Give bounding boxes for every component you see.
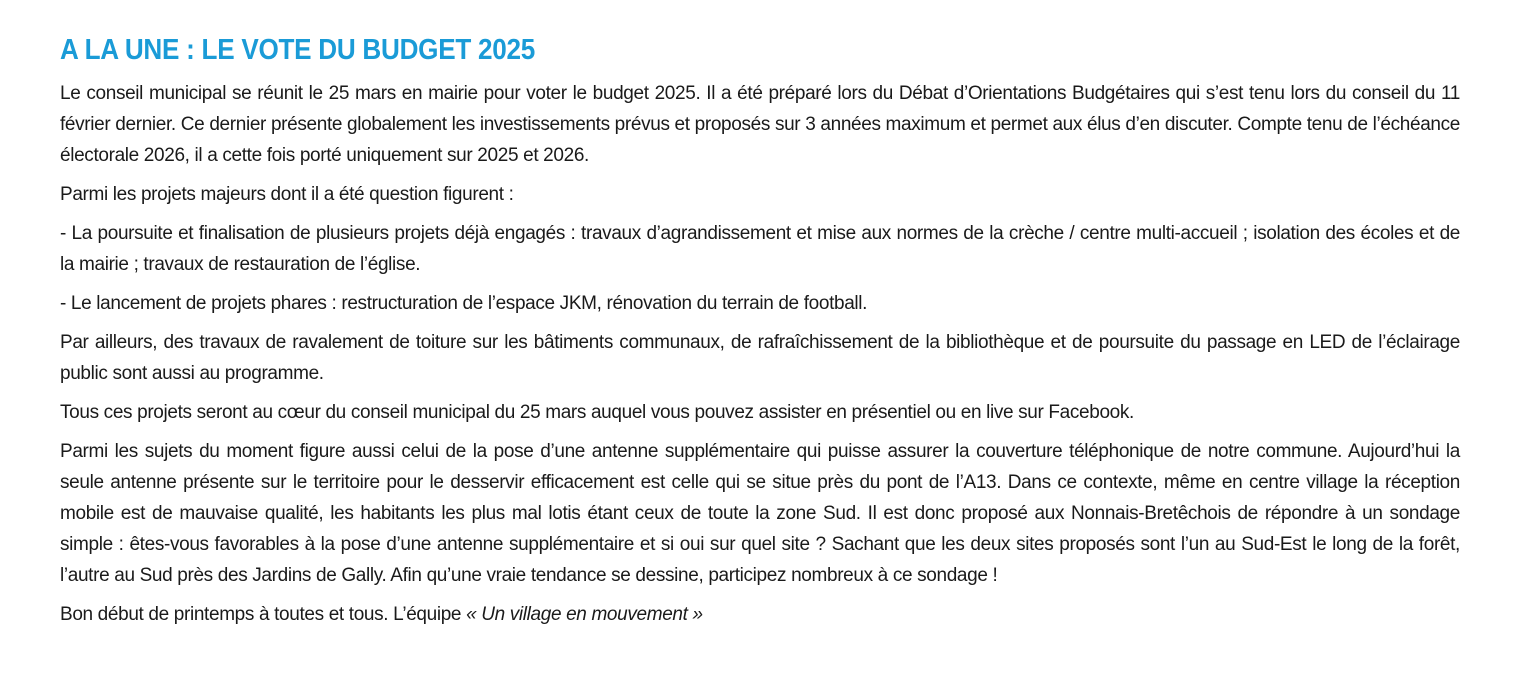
paragraph-antenna-survey: Parmi les sujets du moment figure aussi celui de la pose d’une antenne supplémentaire qui puisse assurer la couverture téléphonique de notre commune. Aujourd’hui la seule antenne présente sur le territoire pour le desservir efficacement est celle qui se situe près du pont de l’A13. Dans ce contexte, même en centre village la réception mobile est de mauvaise qualité, les habitants les plus mal lotis étant ceux de toute la zone Sud. Il est donc proposé aux Nonnais-Bretêchois de répondre à un sondage simple : êtes-vous favorables à la pose d’une antenne supplémentaire et si oui sur quel site ? Sachant que les deux sites proposés sont l’un au Sud-Est le long de la forêt, l’autre au Sud près des Jardins de Gally. Afin qu’une vraie tendance se dessine, participez nombreux à ce sondage ! [60,441,1460,586]
paragraph-budget-intro: Le conseil municipal se réunit le 25 mars en mairie pour voter le budget 2025. Il a été préparé lors du Débat d’Orientations Budgétaires qui s’est tenu lors du conseil du 11 février dernier. Ce dernier présente globalement les investissements prévus et proposés sur 3 années maximum et permet aux élus d’en discuter. Compte tenu de l’échéance électorale 2026, il a cette fois porté uniquement sur 2025 et 2026. [60,83,1460,166]
paragraph-projects-intro: Parmi les projets majeurs dont il a été question figurent : [60,184,514,205]
article-title: A LA UNE : LE VOTE DU BUDGET 2025 [60,34,535,66]
paragraph-flagship-projects: - Le lancement de projets phares : restructuration de l’espace JKM, rénovation du terrain de football. [60,293,868,314]
closing-text: Bon début de printemps à toutes et tous. L’équipe [60,604,467,625]
paragraph-closing [60,599,1460,630]
closing-signature: « Un village en mouvement » [466,604,703,625]
paragraph-council-meeting: Tous ces projets seront au cœur du conseil municipal du 25 mars auquel vous pouvez assister en présentiel ou en live sur Facebook. [60,402,1134,423]
paragraph-ongoing-projects: - La poursuite et finalisation de plusieurs projets déjà engagés : travaux d’agrandissement et mise aux normes de la crèche / centre multi-accueil ; isolation des écoles et de la mairie ; travaux de restauration de l’église. [60,223,1460,275]
paragraph-other-works: Par ailleurs, des travaux de ravalement de toiture sur les bâtiments communaux, de rafraîchissement de la bibliothèque et de poursuite du passage en LED de l’éclairage public sont aussi au programme. [60,332,1460,384]
article [60,32,1460,638]
